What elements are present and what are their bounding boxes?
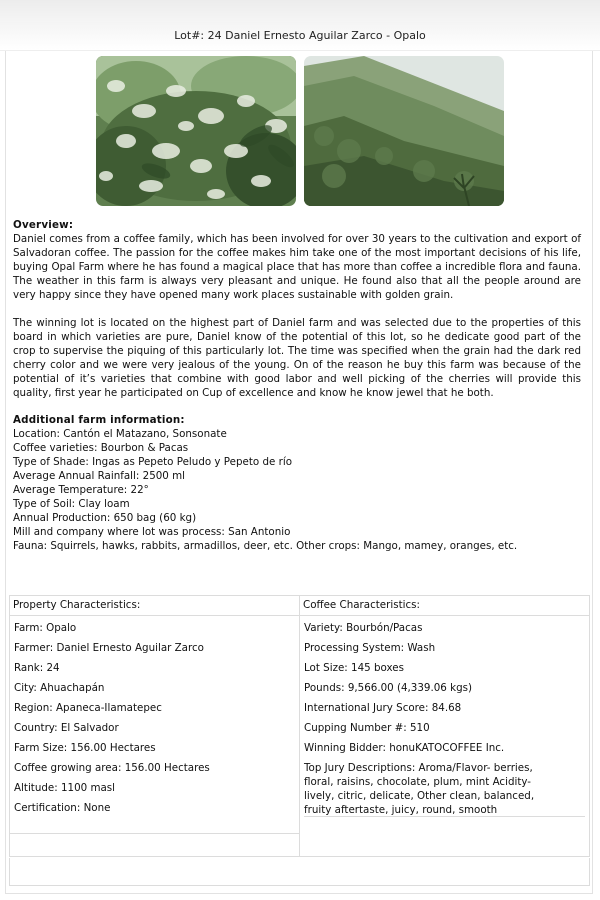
top-strip [0,0,600,22]
coffee-row: International Jury Score: 84.68 [304,702,462,714]
property-row: Farm: Opalo [14,622,77,634]
table-divider [10,833,299,856]
characteristics-table [9,595,590,857]
property-column [10,596,300,856]
coffee-heading: Coffee Characteristics: [300,596,589,616]
table-divider [304,816,585,818]
property-row: Certification: None [14,802,111,814]
page-title: Lot#: 24 Daniel Ernesto Aguilar Zarco - Opalo [0,22,600,51]
info-line: Annual Production: 650 bag (60 kg) [13,512,197,524]
coffee-row: Cupping Number #: 510 [304,722,430,734]
property-row: Coffee growing area: 156.00 Hectares [14,762,210,774]
coffee-column [300,596,589,856]
table-bottom-cell [9,858,590,886]
coffee-row: Processing System: Wash [304,642,436,654]
property-row: Region: Apaneca-Ilamatepec [14,702,162,714]
overview-paragraph: The winning lot is located on the highest part of Daniel farm and was selected due to the properties of this board in which varieties are pure, Daniel know of the potential of this lot, so he dedicate good part of the crop to supervise the piquing of this particularly lot. The time was specified when the grain had the dark red cherry color and we were very jealous of the young. On of the reason he buy this farm was because of the potential of it’s varieties that combine with good labor and well picking of the cherries will provide this quality, first year he participated on Cup of excellence and know he know jewel that he both. [13,317,581,399]
coffee-plant-photo [96,56,296,206]
additional-info [13,413,581,553]
property-row: Farmer: Daniel Ernesto Aguilar Zarco [14,642,204,654]
additional-heading: Additional farm information: [13,414,185,426]
property-row: City: Ahuachapán [14,682,105,694]
property-heading: Property Characteristics: [10,596,299,616]
info-line: Type of Shade: Ingas as Pepeto Peludo y Pepeto de río [13,456,292,468]
coffee-row: Pounds: 9,566.00 (4,339.06 kgs) [304,682,472,694]
info-line: Coffee varieties: Bourbon & Pacas [13,442,189,454]
coffee-row: Lot Size: 145 boxes [304,662,404,674]
property-row: Altitude: 1100 masl [14,782,116,794]
property-row: Country: El Salvador [14,722,119,734]
description-content [13,218,581,553]
property-row: Rank: 24 [14,662,60,674]
info-line: Average Temperature: 22° [13,484,149,496]
info-line: Average Annual Rainfall: 2500 ml [13,470,186,482]
info-line: Fauna: Squirrels, hawks, rabbits, armadillos, deer, etc. Other crops: Mango, mamey, oranges, etc. [13,540,518,552]
coffee-row: Winning Bidder: honuKATOCOFFEE Inc. [304,742,505,754]
info-line: Location: Cantón el Matazano, Sonsonate [13,428,227,440]
mountain-forest-photo [304,56,504,206]
coffee-row: Variety: Bourbón/Pacas [304,622,423,634]
info-line: Type of Soil: Clay loam [13,498,130,510]
property-row: Farm Size: 156.00 Hectares [14,742,156,754]
coffee-row: Top Jury Descriptions: Aroma/Flavor- berries, floral, raisins, chocolate, plum, mint Acidity- lively, citric, delicate, Other clean, balanced, fruity aftertaste, juicy, round, smooth [304,762,535,816]
info-line: Mill and company where lot was process: San Antonio [13,526,291,538]
overview-paragraph: Daniel comes from a coffee family, which has been involved for over 30 years to the cultivation and export of Salvadoran coffee. The passion for the coffee makes him take one of the most important decisions of his life, buying Opal Farm where he has found a magical place that has more than coffee a incredible flora and fauna. The weather in this farm is always very pleasant and unique. He found also that all the people around are very happy since they have opened many work places sustainable with golden grain. [13,233,581,301]
overview-heading: Overview: [13,219,74,231]
